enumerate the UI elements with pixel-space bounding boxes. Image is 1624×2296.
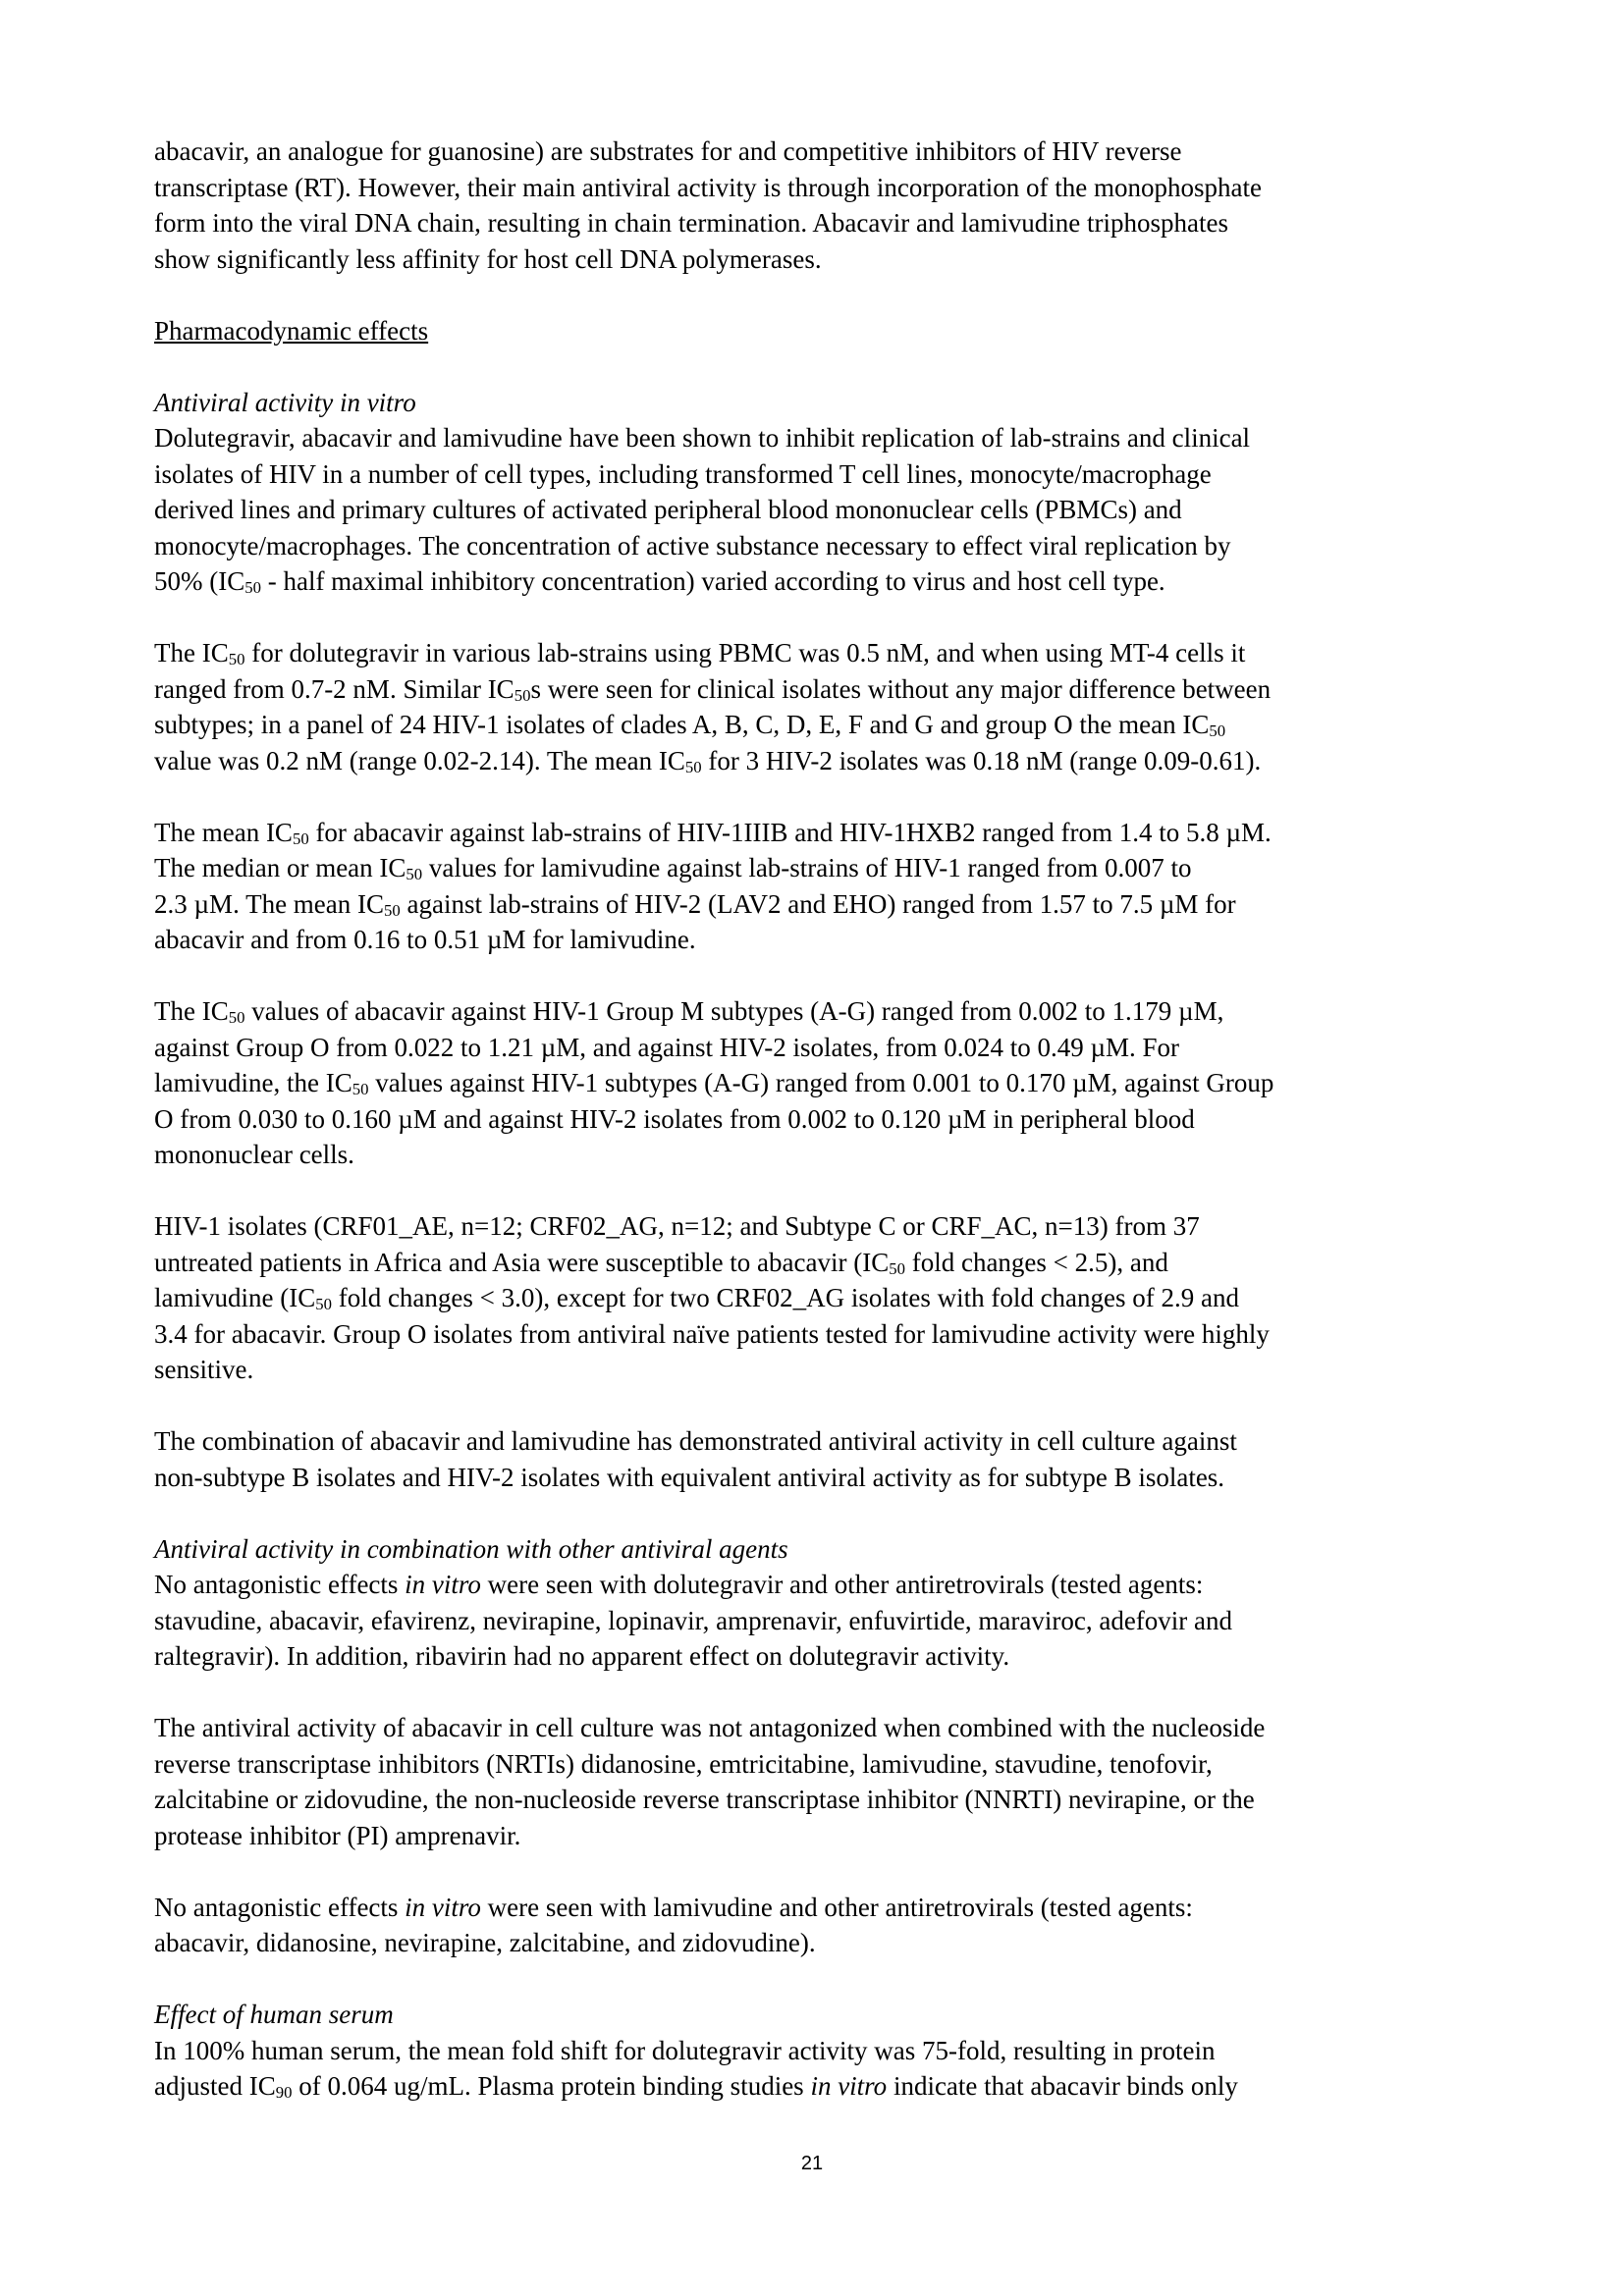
page-number: 21 [800,2153,824,2174]
combination-cell-culture-paragraph: The combination of abacavir and lamivudine has demonstrated antiviral activity in cell culture against non-subtype B isolates and HIV-2 isolates with equivalent antiviral activity as for subtype B isolates. [154,1426,1237,1492]
abacavir-antagonism-paragraph: The antiviral activity of abacavir in cell culture was not antagonized when combined with the nucleoside reverse transcriptase inhibitors (NRTIs) didanosine, emtricitabine, lamivudine, stavudine, tenofovir, zalcitabine or zidovudine, the non-nucleoside reverse transcriptase inhibitor (NNRTI) nevirapine, or the protease inhibitor (PI) amprenavir. [154,1713,1266,1850]
human-serum-subheading: Effect of human serum [154,2000,394,2029]
human-serum-paragraph: In 100% human serum, the mean fold shift for dolutegravir activity was 75-fold, resulting in protein adjusted $IC_{90}$ of 0.064 ug/mL. Plasma protein binding studies in vitro indicate that abacavir binds only [154,2035,1238,2102]
page-body [154,133,1480,2105]
abacavir-lamivudine-ic50-paragraph: The mean $IC_{50}$ for abacavir against lab-strains of HIV-1IIIB and HIV-1HXB2 ranged from 1.4 to 5.8 µM. The median or mean $IC_{50}$ values for lamivudine against lab-strains of HIV-1 ranged from 0.007 to 2.3 µM. The mean $IC_{50}$ against lab-strains of HIV-2 (LAV2 and EHO) ranged from 1.57 to 7.5 µM for abacavir and from 0.16 to 0.51 µM for lamivudine. [154,817,1272,954]
subtype-ic50-paragraph: The $IC_{50}$ values of abacavir against HIV-1 Group M subtypes (A-G) ranged from 0.002 to 1.179 µM, against Group O from 0.022 to 1.21 µM, and against HIV-2 isolates, from 0.024 to 0.49 µM. For lamivudine, the $IC_{50}$ values against HIV-1 subtypes (A-G) ranged from 0.001 to 0.170 µM, against Group O from 0.030 to 0.160 µM and against HIV-2 isolates from 0.002 to 0.120 µM in peripheral blood mononuclear cells. [154,996,1274,1169]
combination-agents-subheading: Antiviral activity in combination with other antiviral agents [154,1533,788,1564]
dolutegravir-ic50-paragraph: The $IC_{50}$ for dolutegravir in various lab-strains using PBMC was 0.5 nM, and when using MT-4 cells it ranged from 0.7-2 nM. Similar $IC_{50}s$ were seen for clinical isolates without any major difference between subtypes; in a panel of 24 HIV-1 isolates of clades A, B, C, D, E, F and G and group O the mean $IC_{50}$ value was 0.2 nM (range 0.02-2.14). The mean $IC_{50}$ for 3 HIV-2 isolates was 0.18 nM (range 0.09-0.61). [154,638,1272,776]
lamivudine-antagonism-paragraph: No antagonistic effects in vitro were seen with lamivudine and other antiretrovirals (tested agents: abacavir, didanosine, nevirapine, zalcitabine, and zidovudine). [154,1892,1193,1957]
antiviral-in-vitro-subheading: Antiviral activity in vitro [154,387,416,417]
pharmacodynamic-effects-heading: Pharmacodynamic effects [154,315,429,346]
antiviral-in-vitro-paragraph-1: Dolutegravir, abacavir and lamivudine have been shown to inhibit replication of lab-strains and clinical isolates of HIV in a number of cell types, including transformed T cell lines, monocyte/macrophage derived lines and primary cultures of activated peripheral blood mononuclear cells (PBMCs) and monocyte/macrophages. The concentration of active substance necessary to effect viral replication by 50% ($IC_{50}$ - half maximal inhibitory concentration) varied according to virus and host cell type. [154,423,1251,597]
dolutegravir-antagonism-paragraph: No antagonistic effects in vitro were seen with dolutegravir and other antiretrovirals (tested agents: stavudine, abacavir, efavirenz, nevirapine, lopinavir, amprenavir, enfuvirtide, maraviroc, adefovir and raltegravir). In addition, ribavirin had no apparent effect on dolutegravir activity. [154,1570,1233,1671]
hiv1-isolates-paragraph: HIV-1 isolates (CRF01_AE, n=12; CRF02_AG, n=12; and Subtype C or CRF_AC, n=13) from 37 untreated patients in Africa and Asia were susceptible to abacavir ($IC_{50}$ fold changes < 2.5), and lamivudine ($IC_{50}$ fold changes < 3.0), except for two CRF02_AG isolates with fold changes of 2.9 and 3.4 for abacavir. Group O isolates from antiviral naïve patients tested for lamivudine activity were highly sensitive. [154,1211,1270,1384]
intro-paragraph: abacavir, an analogue for guanosine) are substrates for and competitive inhibitors of HIV reverse transcriptase (RT). However, their main antiviral activity is through incorporation of the monophosphate form into the viral DNA chain, resulting in chain termination. Abacavir and lamivudine triphosphates show significantly less affinity for host cell DNA polymerases. [154,136,1262,274]
